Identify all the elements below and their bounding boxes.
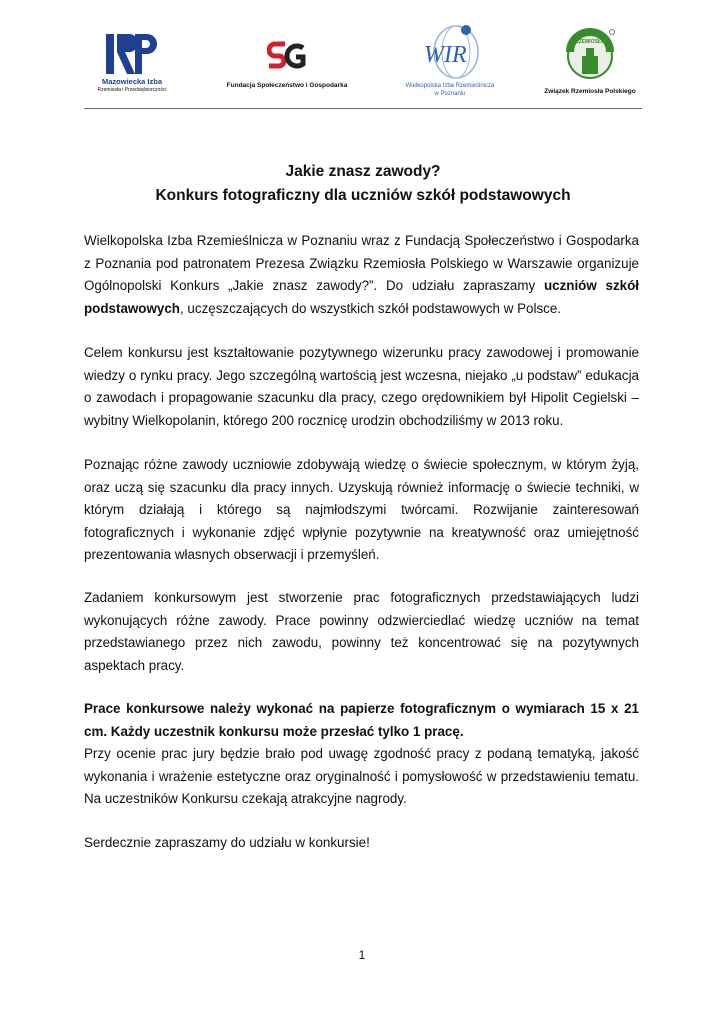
zrp-emblem-text: RZEMIOSŁO bbox=[575, 39, 605, 45]
paragraph-intro bbox=[84, 230, 639, 320]
document-subtitle: Konkurs fotograficzny dla uczniów szkół podstawowych bbox=[155, 187, 571, 204]
paragraph-benefits: Poznając różne zawody uczniowie zdobywają wiedzę o świecie społecznym, w którym żyją, oraz uczą się szacunku dla pracy innych. Uzyskują również informację o świecie techniki, w którym działają i którego są najmłodszymi twórcami. Rozwijanie zainteresowań fotograficznych i wykonanie zdjęć wpłynie pozytywnie na kreatywność oraz umiejętność prezentowania własnych obserwacji i przemyśleń. bbox=[84, 457, 639, 562]
irp-subname: Rzemiosła i Przedsiębiorczości bbox=[97, 87, 167, 93]
wir-logo bbox=[400, 20, 500, 98]
paragraph-invite: Serdecznie zapraszamy do udziału w konkursie! bbox=[84, 835, 370, 850]
rules-text: Przy ocenie prac jury będzie brało pod uwagę zgodność pracy z podaną tematyką, jakość wykonania i wrażenie estetyczne oraz oryginalność i pomysłowość w przedstawieniu tematu. Na uczestników Konkursu czekają atrakcyjne nagrody. bbox=[84, 746, 639, 806]
wir-emblem-icon bbox=[418, 20, 482, 82]
paragraph-rules bbox=[84, 698, 639, 811]
paragraph-intro-text: Wielkopolska Izba Rzemieślnicza w Poznaniu wraz z Fundacją Społeczeństwo i Gospodarka z Poznania pod patronatem Prezesa Związku Rzemiosła Polskiego w Warszawie organizuje Ogólnopolski Konkurs „Jakie znasz zawody?”. Do udziału zapraszamy bbox=[84, 233, 639, 293]
irp-name: Mazowiecka Izba bbox=[101, 77, 163, 86]
zrp-emblem-icon bbox=[562, 26, 618, 84]
paragraph-intro-end: , uczęszczających do wszystkich szkół podstawowych w Polsce. bbox=[179, 300, 562, 316]
wir-city: w Poznaniu bbox=[434, 91, 466, 97]
irp-logo bbox=[92, 28, 172, 94]
header-divider bbox=[84, 108, 642, 109]
sg-logo bbox=[212, 40, 362, 90]
paragraph-goal: Celem konkursu jest kształtowanie pozytywnego wizerunku pracy zawodowej i promowanie wiedzy o rynku pracy. Jego szczególną wartością jest wczesna, niejako „u podstaw” edukacja o zawodach i propagowanie szacunku dla pracy, czego orędownikiem był Hipolit Cegielski – wybitny Wielkopolanin, którego 200 rocznicę urodzin obchodziliśmy w 2013 roku. bbox=[84, 345, 639, 428]
zrp-logo bbox=[540, 26, 640, 96]
rules-bold: Prace konkursowe należy wykonać na papierze fotograficznym o wymiarach 15 x 21 cm. Każdy uczestnik konkursu może przesłać tylko 1 pracę. bbox=[84, 701, 639, 739]
zrp-caption: Związek Rzemiosła Polskiego bbox=[544, 88, 636, 95]
paragraph-intro-bold: uczniów szkół podstawowych bbox=[84, 278, 640, 316]
page-number: 1 bbox=[358, 948, 366, 962]
page-header bbox=[0, 0, 724, 110]
document-title: Jakie znasz zawody? bbox=[285, 163, 441, 180]
irp-emblem-icon bbox=[103, 28, 161, 78]
paragraph-task: Zadaniem konkursowym jest stworzenie prac fotograficznych przedstawiających ludzi wykonujących różne zawody. Prace powinny odzwierciedlać wiedzę uczniów na temat przedstawianego przez nich zawodu, powinny też koncentrować się na pozytywnych aspektach pracy. bbox=[84, 590, 639, 673]
sg-caption: Fundacja Społeczeństwo i Gospodarka bbox=[226, 82, 348, 89]
svg-text:WIR: WIR bbox=[424, 42, 467, 68]
sg-emblem-icon bbox=[267, 40, 307, 76]
wir-name: Wielkopolska Izba Rzemieślnicza bbox=[405, 83, 495, 89]
